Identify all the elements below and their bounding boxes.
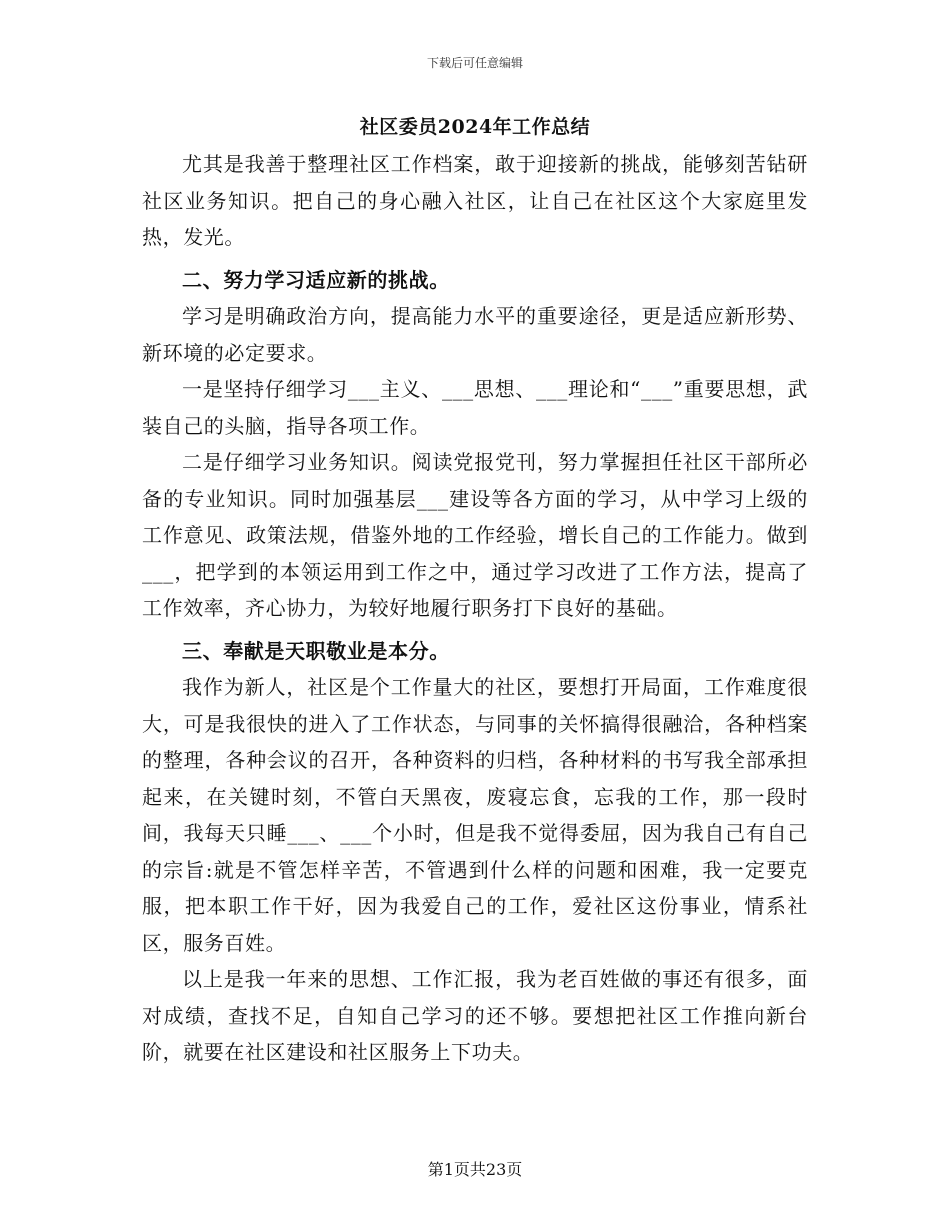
- paragraph: 学习是明确政治方向，提高能力水平的重要途径，更是适应新形势、新环境的必定要求。: [142, 304, 808, 365]
- section-heading: 三、奉献是天职敬业是本分。: [182, 638, 450, 663]
- paragraph: 以上是我一年来的思想、工作汇报，我为老百姓做的事还有很多，面对成绩，查找不足，自知自己学习的还不够。要想把社区工作推向新台阶，就要在社区建设和社区服务上下功夫。: [142, 967, 808, 1064]
- page-number: 第1页共23页: [427, 1160, 523, 1179]
- header-note: 下载后可任意编辑: [426, 56, 523, 70]
- section-heading: 二、努力学习适应新的挑战。: [182, 267, 450, 292]
- document-body: [142, 108, 808, 1071]
- paragraph: 二是仔细学习业务知识。阅读党报党刊，努力掌握担任社区干部所必备的专业知识。同时加强基层___建设等各方面的学习，从中学习上级的工作意见、政策法规，借鉴外地的工作经验，增长自己的工作能力。做到___，把学到的本领运用到工作之中，通过学习改进了工作方法，提高了工作效率，齐心协力，为较好地履行职务打下良好的基础。: [142, 450, 808, 620]
- document-title: 社区委员2024年工作总结: [359, 116, 591, 138]
- paragraph: 尤其是我善于整理社区工作档案，敢于迎接新的挑战，能够刻苦钻研社区业务知识。把自己的身心融入社区，让自己在社区这个大家庭里发热，发光。: [142, 152, 808, 249]
- paragraph: 我作为新人，社区是个工作量大的社区，要想打开局面，工作难度很大，可是我很快的进入了工作状态，与同事的关怀搞得很融洽，各种档案的整理，各种会议的召开，各种资料的归档，各种材料的书写我全部承担起来，在关键时刻，不管白天黑夜，废寝忘食，忘我的工作，那一段时间，我每天只睡___、___个小时，但是我不觉得委屈，因为我自己有自己的宗旨:就是不管怎样辛苦，不管遇到什么样的问题和困难，我一定要克服，把本职工作干好，因为我爱自己的工作，爱社区这份事业，情系社区，服务百姓。: [142, 675, 808, 955]
- paragraph: 一是坚持仔细学习___主义、___思想、___理论和“___”重要思想，武装自己的头脑，指导各项工作。: [142, 377, 808, 438]
